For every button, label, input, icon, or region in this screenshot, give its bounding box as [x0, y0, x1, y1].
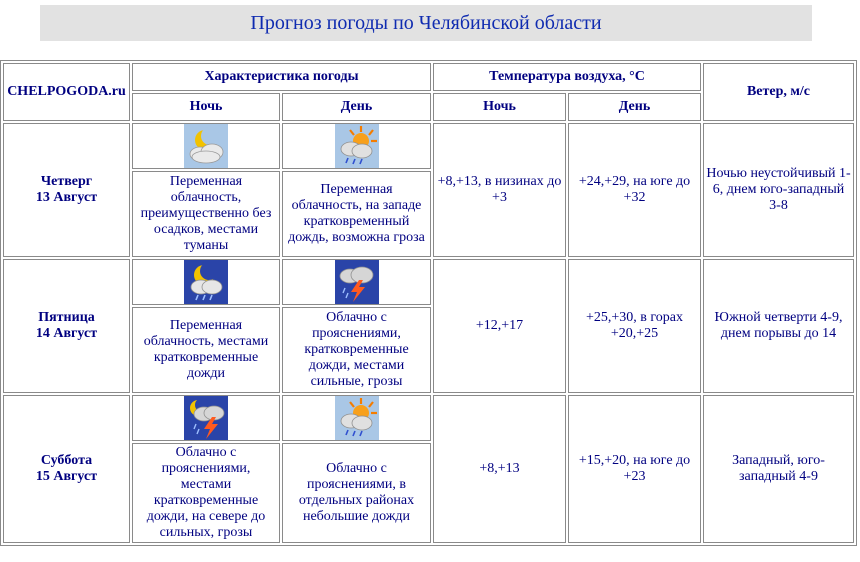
weekday: Четверг: [40, 174, 93, 189]
night-weather-text: Облачно с прояснениями, местами кратковременные дожди, на севере до сильных, грозы: [132, 443, 280, 543]
day-temperature: +15,+20, на юге до +23: [568, 395, 701, 543]
day-label: [3, 395, 130, 543]
night-temperature: +8,+13, в низинах до +3: [433, 123, 566, 257]
night-weather-text: Переменная облачность, преимущественно без осадков, местами туманы: [132, 171, 280, 257]
day-icon-cell: [282, 259, 431, 305]
day-weather-text: Переменная облачность, на западе кратковременный дождь, возможна гроза: [282, 171, 431, 257]
day-weather-text: Облачно с прояснениями, кратковременные дожди, местами сильные, грозы: [282, 307, 431, 393]
moon-cloudy-icon: [184, 124, 228, 168]
day-label: [3, 259, 130, 393]
temp-night-header: Ночь: [433, 93, 566, 121]
day-temperature: +24,+29, на юге до +32: [568, 123, 701, 257]
date: 15 Август: [35, 469, 98, 484]
wind-value: Ночью неустойчивый 1-6, днем юго-западный 3-8: [703, 123, 854, 257]
day-label: [3, 123, 130, 257]
moon-cloud-rain-icon: [184, 260, 228, 304]
day-temperature: +25,+30, в горах +20,+25: [568, 259, 701, 393]
page-title: Прогноз погоды по Челябинской области: [40, 5, 812, 41]
table-row: [3, 395, 854, 441]
wind-header: Ветер, м/с: [703, 63, 854, 121]
night-icon-cell: [132, 395, 280, 441]
sun-cloud-rain-icon: [335, 396, 379, 440]
day-icon-cell: [282, 395, 431, 441]
night-icon-cell: [132, 259, 280, 305]
sun-cloud-rain-icon: [335, 124, 379, 168]
day-weather-text: Облачно с прояснениями, в отдельных районах небольшие дожди: [282, 443, 431, 543]
night-icon-cell: [132, 123, 280, 169]
table-row: [3, 123, 854, 169]
night-weather-text: Переменная облачность, местами кратковременные дожди: [132, 307, 280, 393]
wind-value: Южной четверти 4-9, днем порывы до 14: [703, 259, 854, 393]
date: 14 Август: [35, 326, 98, 341]
forecast-table: [0, 60, 857, 546]
day-icon-cell: [282, 123, 431, 169]
weekday: Пятница: [38, 310, 95, 325]
night-temperature: +8,+13: [433, 395, 566, 543]
weekday: Суббота: [40, 453, 93, 468]
date: 13 Август: [35, 190, 98, 205]
temp-day-header: День: [568, 93, 701, 121]
weather-header: Характеристика погоды: [132, 63, 431, 91]
weather-night-header: Ночь: [132, 93, 280, 121]
night-temperature: +12,+17: [433, 259, 566, 393]
temperature-header: Температура воздуха, °С: [433, 63, 701, 91]
table-row: [3, 259, 854, 305]
weather-day-header: День: [282, 93, 431, 121]
wind-value: Западный, юго-западный 4-9: [703, 395, 854, 543]
moon-thunderstorm-icon: [184, 396, 228, 440]
site-name: CHELPOGODA.ru: [3, 63, 130, 121]
thunderstorm-icon: [335, 260, 379, 304]
